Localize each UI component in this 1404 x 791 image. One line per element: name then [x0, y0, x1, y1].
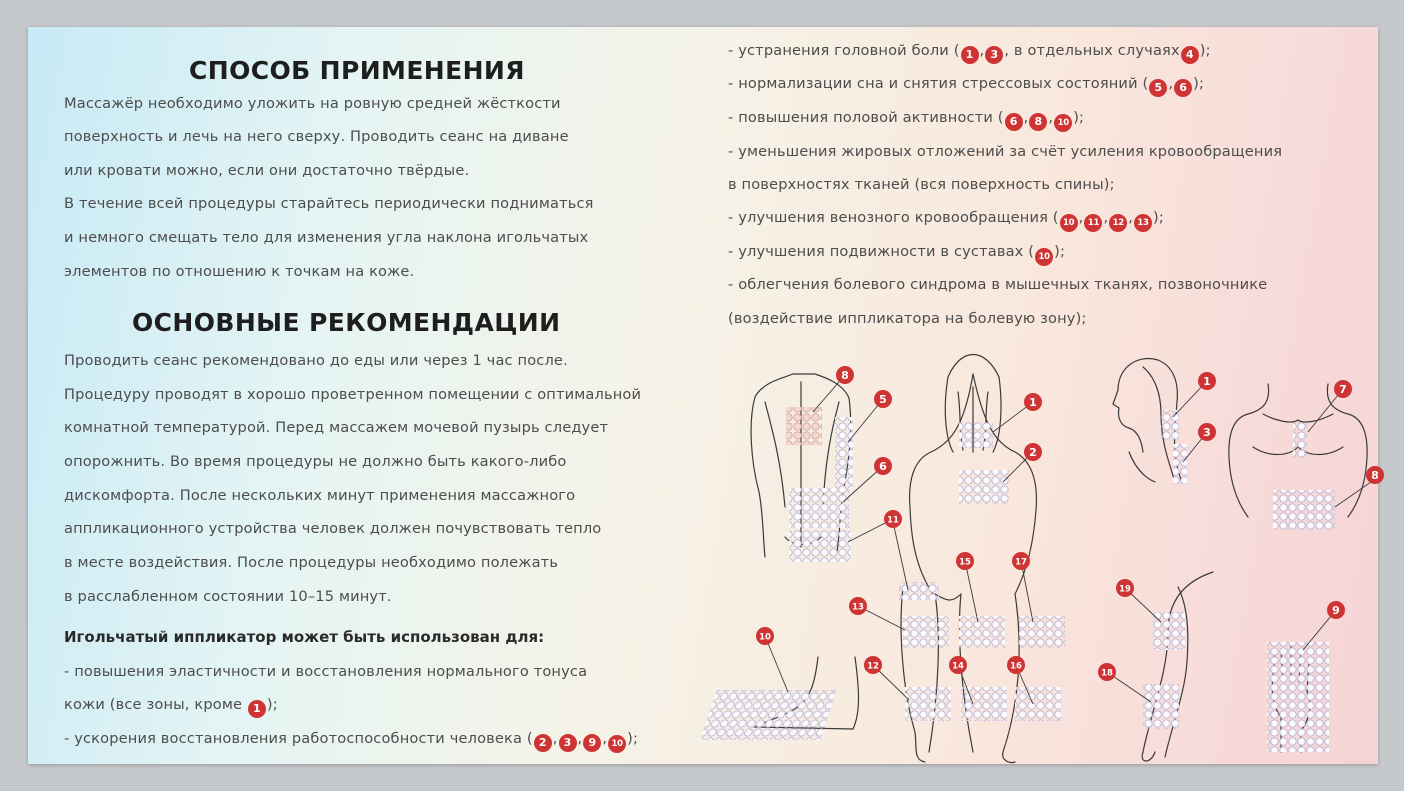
recommendations-title: ОСНОВНЫЕ РЕКОМЕНДАЦИИ	[132, 308, 561, 337]
method-line: и немного смещать тело для изменения угла наклона игольчатых	[64, 229, 589, 246]
svg-text:13: 13	[852, 602, 864, 613]
usage-item: в поверхностях тканей (вся поверхность спины);	[728, 176, 1115, 193]
zone-badge: 10	[1060, 214, 1078, 232]
svg-text:17: 17	[1015, 557, 1027, 568]
zone-badge: 10	[1054, 114, 1072, 132]
marker-15	[956, 552, 974, 570]
usage-item: - повышения половой активности ( 6 , 8 , 10 );	[728, 109, 1084, 132]
svg-text:8: 8	[1371, 469, 1379, 482]
marker-19	[1116, 579, 1134, 597]
svg-text:8: 8	[841, 369, 849, 382]
marker-10	[756, 627, 774, 645]
usage-item: - ускорения восстановления работоспособности человека ( 2 , 3 , 9 , 10 );	[64, 730, 638, 753]
usage-item: - нормализации сна и снятия стрессовых состояний ( 5 , 6 );	[728, 75, 1204, 97]
recommendation-line: Проводить сеанс рекомендовано до еды или через 1 час после.	[64, 352, 568, 369]
zone-badge: 11	[1084, 214, 1102, 232]
zone-badge: 10	[1035, 248, 1053, 266]
usage-item: - улучшения подвижности в суставах ( 10 );	[728, 243, 1065, 266]
svg-text:15: 15	[959, 557, 971, 568]
marker-3	[1198, 423, 1216, 441]
marker-13	[849, 597, 867, 615]
zone-badge: 1	[248, 700, 266, 718]
marker-2	[1024, 443, 1042, 461]
usage-item: - устранения головной боли ( 1 , 3 , в отдельных случаях 4 );	[728, 42, 1211, 64]
zone-badge: 3	[985, 46, 1003, 64]
usage-item: - облегчения болевого синдрома в мышечных тканях, позвоночнике	[728, 276, 1268, 293]
zone-badge: 3	[559, 734, 577, 752]
method-line: или кровати можно, если они достаточно твёрдые.	[64, 162, 470, 179]
marker-7	[1334, 380, 1352, 398]
svg-text:5: 5	[879, 393, 887, 406]
marker-1b	[1198, 372, 1216, 390]
marker-1a	[1024, 393, 1042, 411]
recommendation-line: опорожнить. Во время процедуры не должно быть какого-либо	[64, 453, 567, 470]
svg-text:1: 1	[1029, 396, 1037, 409]
marker-12	[864, 656, 882, 674]
massage-pads	[700, 407, 1335, 752]
svg-text:14: 14	[952, 661, 964, 672]
usage-item: кожи (все зоны, кроме 1 );	[64, 696, 278, 718]
svg-text:18: 18	[1101, 668, 1113, 679]
zone-badge: 5	[1149, 79, 1167, 97]
marker-8	[1366, 466, 1384, 484]
zone-badge: 9	[583, 734, 601, 752]
method-title: СПОСОБ ПРИМЕНЕНИЯ	[189, 56, 525, 85]
method-line: В течение всей процедуры старайтесь периодически подниматься	[64, 195, 594, 212]
zone-badge: 6	[1005, 113, 1023, 131]
arm-figure	[1142, 572, 1213, 761]
svg-text:1: 1	[1203, 375, 1211, 388]
recommendation-line: Процедуру проводят в хорошо проветренном помещении с оптимальной	[64, 386, 642, 403]
svg-text:7: 7	[1339, 383, 1347, 396]
zones-diagram	[703, 332, 1378, 764]
recommendation-line: аппликационного устройства человек должен почувствовать тепло	[64, 520, 602, 537]
marker-4	[836, 366, 854, 384]
marker-9	[1327, 601, 1345, 619]
usage-item: (воздействие иппликатора на болевую зону);	[728, 310, 1087, 327]
svg-text:16: 16	[1010, 661, 1022, 672]
usage-item: - повышения эластичности и восстановления нормального тонуса	[64, 663, 588, 680]
marker-16	[1007, 656, 1025, 674]
zone-badge: 4	[1181, 46, 1199, 64]
legs-figure	[901, 587, 1019, 763]
recommendation-line: дискомфорта. После нескольких минут применения массажного	[64, 487, 576, 504]
method-line: элементов по отношению к точкам на коже.	[64, 263, 415, 280]
recommendation-line: комнатной температурой. Перед массажем мочевой пузырь следует	[64, 419, 609, 436]
zone-badge: 12	[1109, 214, 1127, 232]
method-line: поверхность и лечь на него сверху. Проводить сеанс на диване	[64, 128, 569, 145]
svg-text:11: 11	[887, 515, 899, 526]
zone-badge: 8	[1029, 113, 1047, 131]
svg-text:10: 10	[759, 632, 771, 643]
marker-17	[1012, 552, 1030, 570]
method-line: Массажёр необходимо уложить на ровную средней жёсткости	[64, 95, 561, 112]
svg-text:3: 3	[1203, 426, 1211, 439]
zone-badge: 2	[534, 734, 552, 752]
svg-text:12: 12	[867, 661, 879, 672]
instruction-sheet	[28, 27, 1378, 764]
usage-title: Игольчатый иппликатор может быть использован для:	[64, 628, 545, 646]
marker-5	[874, 390, 892, 408]
zone-badge: 1	[961, 46, 979, 64]
svg-text:2: 2	[1029, 446, 1037, 459]
svg-text:9: 9	[1332, 604, 1340, 617]
zone-badge: 6	[1174, 79, 1192, 97]
zone-badge: 13	[1134, 214, 1152, 232]
marker-18	[1098, 663, 1116, 681]
zone-badge: 10	[608, 735, 626, 753]
marker-11	[884, 510, 902, 528]
usage-item: - улучшения венозного кровообращения ( 10 , 11 , 12 , 13 );	[728, 209, 1164, 232]
recommendation-line: в месте воздействия. После процедуры необходимо полежать	[64, 554, 559, 571]
marker-6	[874, 457, 892, 475]
usage-item: - уменьшения жировых отложений за счёт усиления кровообращения	[728, 143, 1283, 160]
marker-14	[949, 656, 967, 674]
svg-text:6: 6	[879, 460, 887, 473]
recommendation-line: в расслабленном состоянии 10–15 минут.	[64, 588, 392, 605]
svg-text:19: 19	[1119, 584, 1131, 595]
